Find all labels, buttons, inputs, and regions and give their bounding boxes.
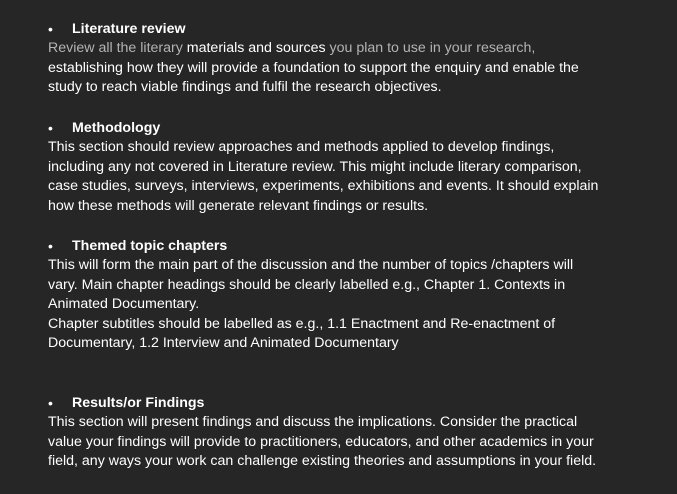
heading-row [48,19,668,39]
paragraph-text: establishing how they will provide a foundation to support the enquiry and enable the study to reach viable findings and fulfil the research objectives. [48,59,579,96]
heading-row [48,393,668,413]
section-paragraph: This will form the main part of the discussion and the number of topics /chapters will vary. Main chapter headings should be clearly labelled e.g., Chapter 1. Contexts in Animated Documentary. Chapter subtitles should be labelled as e.g., 1.1 Enactment and Re-enactment of Documentary, 1.2 Interview and Animated Documentary [48,257,574,352]
heading-row [48,118,668,138]
bullet-icon: • [48,120,53,136]
bullet-icon: • [48,395,53,411]
section-heading: Results/or Findings [72,395,205,411]
section-paragraph: This section should review approaches and methods applied to develop findings, including any not covered in Literature review. This might include literary comparison, case studies, surveys, interviews, experiments, exhibitions and events. It should explain how these methods will generate relevant findings or results. [48,139,599,214]
section-heading: Methodology [72,120,161,136]
section-heading: Literature review [72,21,186,37]
bullet-icon: • [48,238,53,254]
paragraph-text-muted: you plan to use in your research, [325,40,536,56]
bullet-icon: • [48,21,53,37]
paragraph-text: materials and sources [182,40,326,56]
paragraph-text-muted: Review all the literary [48,40,183,56]
section-literature-review [48,19,668,98]
section-methodology [48,118,668,216]
heading-row [48,236,668,256]
section-paragraph: This section will present findings and discuss the implications. Consider the practical value your findings will provide to practitioners, educators, and other academics in your field, any ways your work can challenge existing theories and assumptions in your field. [48,414,597,470]
section-themed-topic-chapters [48,236,668,354]
section-heading: Themed topic chapters [72,238,228,254]
section-results-findings [48,393,668,472]
section-paragraph [48,39,668,98]
